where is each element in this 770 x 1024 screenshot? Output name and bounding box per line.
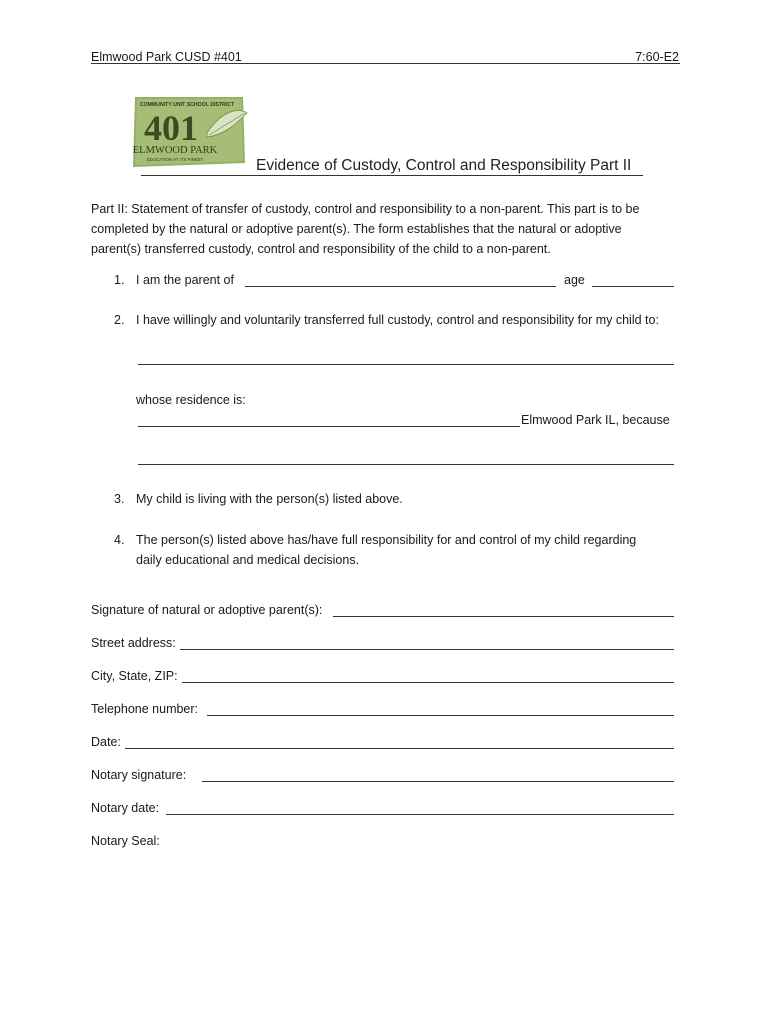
street-label: Street address: xyxy=(91,636,176,650)
date-label: Date: xyxy=(91,735,121,749)
phone-field[interactable] xyxy=(207,715,674,716)
phone-label: Telephone number: xyxy=(91,702,199,716)
age-label: age xyxy=(564,273,585,287)
residence-field[interactable] xyxy=(138,426,520,427)
form-title: Evidence of Custody, Control and Responsibility Part II xyxy=(256,157,632,174)
city-field[interactable] xyxy=(182,682,674,683)
signature-label: Signature of natural or adoptive parent(s): xyxy=(91,603,323,617)
city-label: City, State, ZIP: xyxy=(91,669,178,683)
notary-date-field[interactable] xyxy=(166,814,674,815)
notary-seal-label: Notary Seal: xyxy=(91,834,160,848)
signature-field[interactable] xyxy=(333,616,674,617)
notary-date-label: Notary date: xyxy=(91,801,160,815)
title-rule xyxy=(141,175,643,176)
item-3-number: 3. xyxy=(114,492,125,506)
residence-label: whose residence is: xyxy=(136,393,246,407)
item-4-line-2: daily educational and medical decisions. xyxy=(136,553,360,567)
notary-signature-label: Notary signature: xyxy=(91,768,187,782)
logo-tagline: EDUCATION AT ITS FINEST xyxy=(146,157,204,162)
district-logo-graphic xyxy=(131,93,249,171)
child-name-field[interactable] xyxy=(245,286,556,287)
reason-field[interactable] xyxy=(138,464,674,465)
residence-suffix: Elmwood Park IL, because xyxy=(521,413,670,427)
item-2-number: 2. xyxy=(114,313,125,327)
header-rule xyxy=(91,63,680,64)
item-1-label: I am the parent of xyxy=(136,273,234,287)
logo-name: ELMWOOD PARK xyxy=(132,145,218,156)
age-field[interactable] xyxy=(592,286,674,287)
intro-paragraph: Part II: Statement of transfer of custody, control and responsibility to a non-parent. This part is to be completed by the natural or adoptive parent(s). The form establishes that the natural or adoptive parent(s) transferred custody, control and responsibility of the child to a non-parent. xyxy=(91,202,640,256)
custodian-name-field[interactable] xyxy=(138,364,674,365)
item-4-line-1: The person(s) listed above has/have full responsibility for and control of my child regarding xyxy=(136,533,637,547)
item-3-text: My child is living with the person(s) listed above. xyxy=(136,492,403,506)
item-4-number: 4. xyxy=(114,533,125,547)
logo-number: 401 xyxy=(144,108,198,148)
district-name: Elmwood Park CUSD #401 xyxy=(91,50,242,64)
policy-code: 7:60-E2 xyxy=(635,50,679,64)
notary-signature-field[interactable] xyxy=(202,781,674,782)
street-field[interactable] xyxy=(180,649,674,650)
item-2-text: I have willingly and voluntarily transferred full custody, control and responsibility for my child to: xyxy=(136,313,659,327)
district-logo xyxy=(131,93,249,171)
logo-top-text: COMMUNITY UNIT SCHOOL DISTRICT xyxy=(139,102,235,108)
item-1-number: 1. xyxy=(114,273,125,287)
date-field[interactable] xyxy=(125,748,674,749)
